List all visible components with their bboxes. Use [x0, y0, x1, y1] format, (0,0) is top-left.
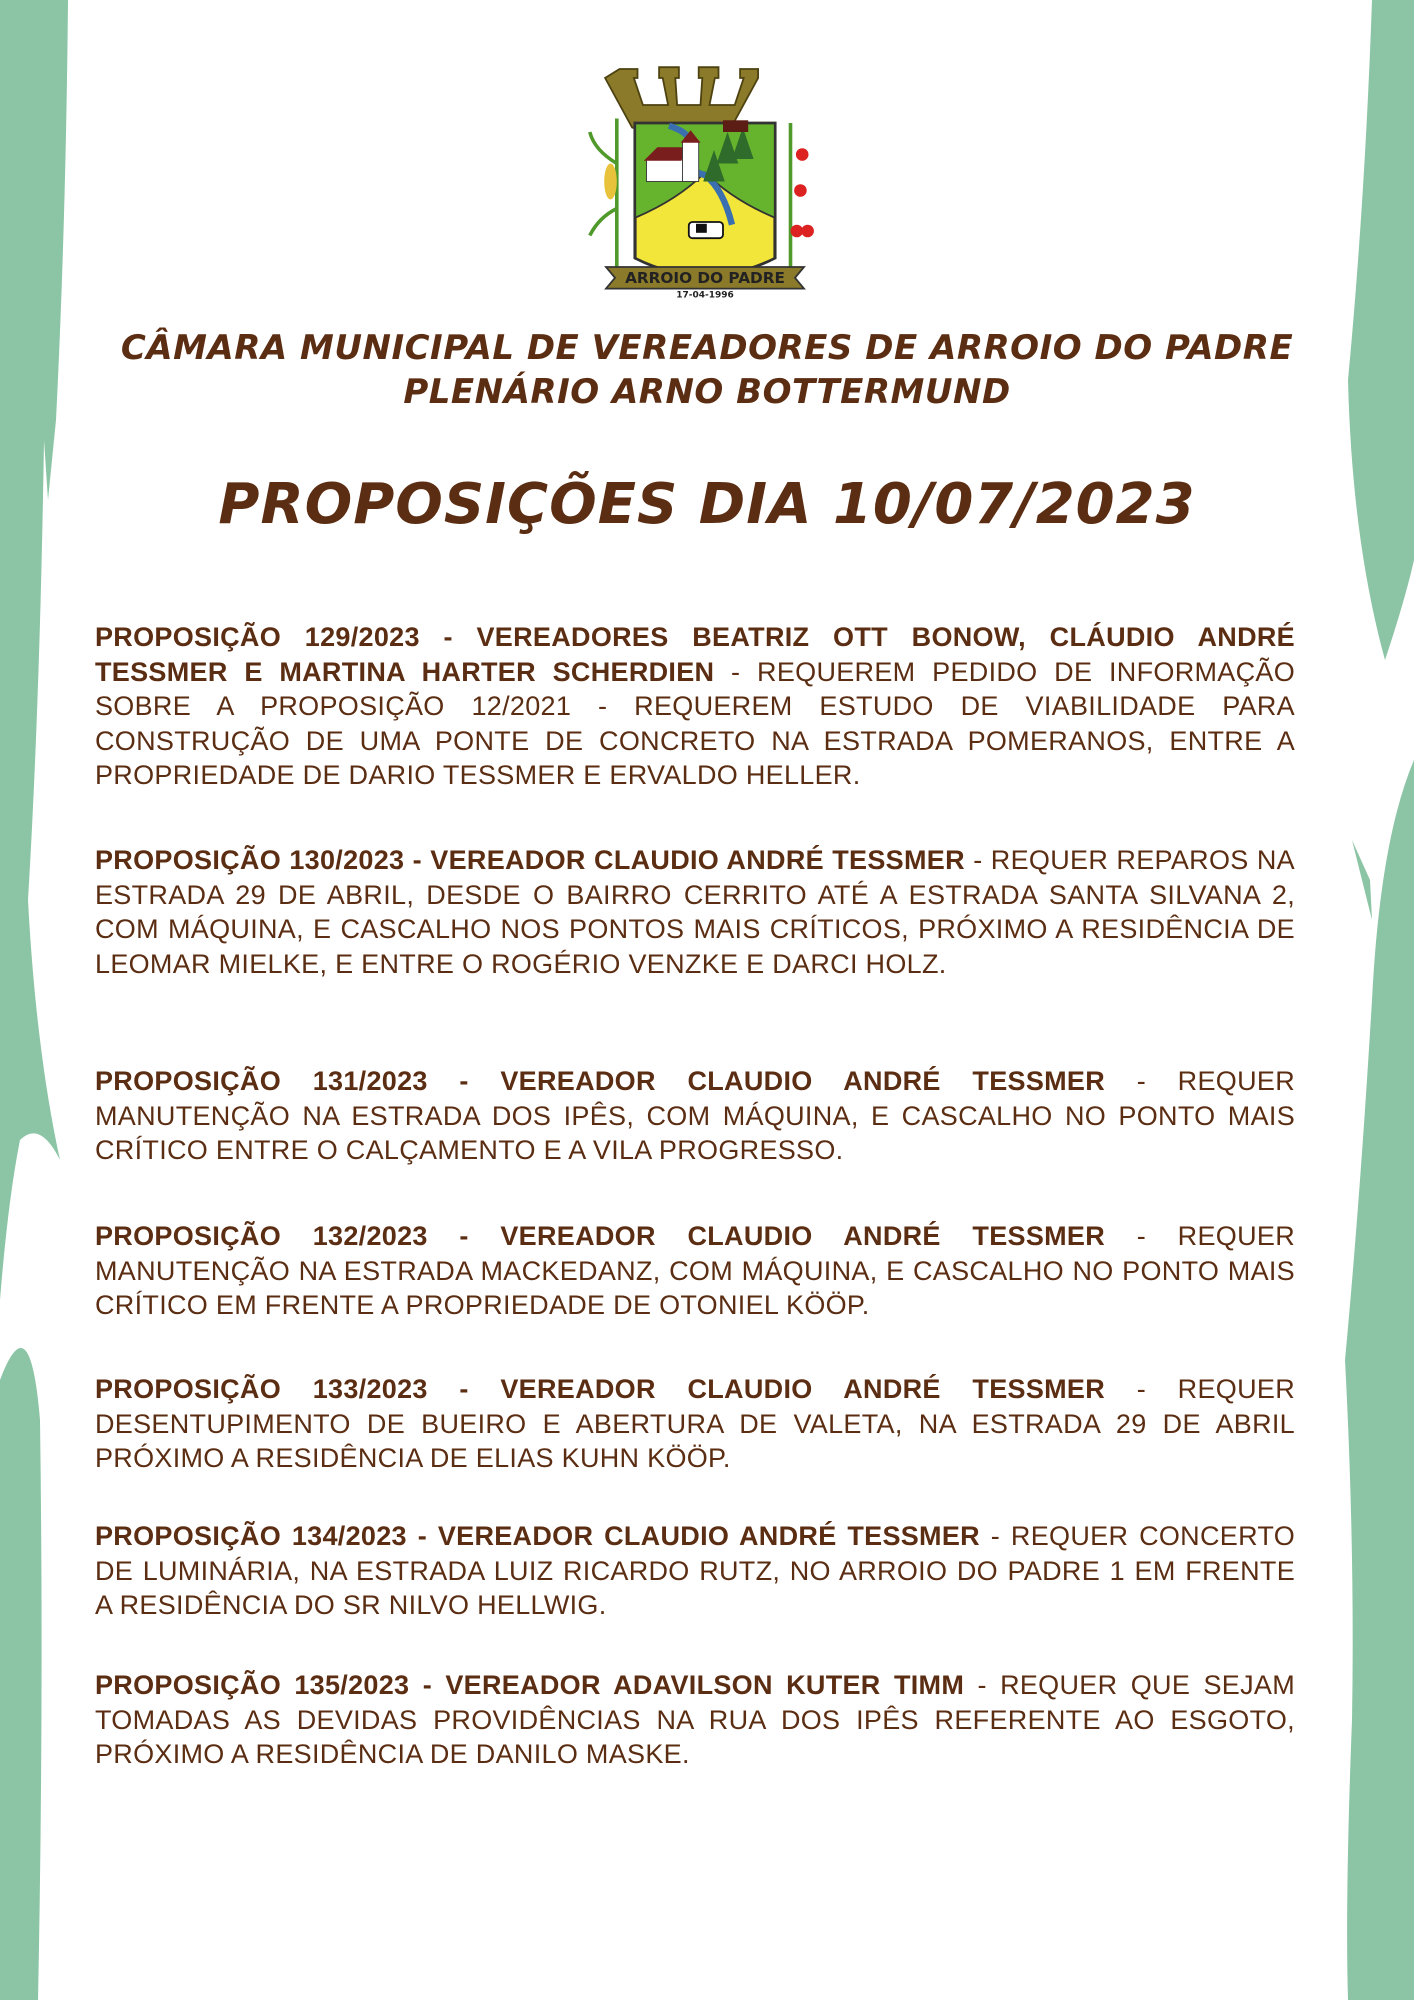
proposition-item	[95, 1668, 1295, 1772]
plenary-name-heading: PLENÁRIO ARNO BOTTERMUND	[403, 372, 1011, 412]
proposition-heading: PROPOSIÇÃO 129/2023 - VEREADORES BEATRIZ OTT BONOW, CLÁUDIO ANDRÉ TESSMER E MARTINA HARTER SCHERDIEN	[95, 622, 1295, 687]
cow-icon	[689, 222, 723, 238]
council-name-heading: CÂMARA MUNICIPAL DE VEREADORES DE ARROIO DO PADRE	[120, 328, 1294, 368]
proposition-heading: PROPOSIÇÃO 130/2023 - VEREADOR CLAUDIO ANDRÉ TESSMER	[95, 845, 965, 875]
proposition-item	[95, 620, 1295, 793]
proposition-item	[95, 1372, 1295, 1476]
left-border-lower	[0, 1348, 42, 2000]
crest-banner-text: ARROIO DO PADRE	[625, 269, 785, 288]
crest-date: 17-04-1996	[676, 290, 734, 301]
tomato-plant-icon	[791, 123, 814, 276]
proposition-text: - REQUER DESENTUPIMENTO DE BUEIRO E ABERTURA DE VALETA, NA ESTRADA 29 DE ABRIL PRÓXIMO A RESIDÊNCIA DE ELIAS KUHN KÖÖP.	[95, 1374, 1295, 1473]
proposition-text: - REQUER MANUTENÇÃO NA ESTRADA DOS IPÊS, COM MÁQUINA, E CASCALHO NO PONTO MAIS CRÍTICO ENTRE O CALÇAMENTO E A VILA PROGRESSO.	[95, 1066, 1295, 1165]
page-title: PROPOSIÇÕES DIA 10/07/2023	[218, 472, 1196, 537]
proposition-item	[95, 1519, 1295, 1623]
proposition-text: - REQUER CONCERTO DE LUMINÁRIA, NA ESTRADA LUIZ RICARDO RUTZ, NO ARROIO DO PADRE 1 EM FRENTE A RESIDÊNCIA DO SR NILVO HELLWIG.	[95, 1521, 1295, 1620]
proposition-text: - REQUER QUE SEJAM TOMADAS AS DEVIDAS PROVIDÊNCIAS NA RUA DOS IPÊS REFERENTE AO ESGOTO, PRÓXIMO A RESIDÊNCIA DE DANILO MASKE.	[95, 1670, 1295, 1769]
house-icon	[723, 120, 748, 132]
proposition-heading: PROPOSIÇÃO 132/2023 - VEREADOR CLAUDIO ANDRÉ TESSMER	[95, 1221, 1106, 1251]
municipal-coat-of-arms	[570, 40, 840, 305]
left-border-shape	[0, 0, 68, 1300]
proposition-item	[95, 1219, 1295, 1323]
corn-cob-icon	[604, 164, 617, 200]
proposition-heading: PROPOSIÇÃO 134/2023 - VEREADOR CLAUDIO ANDRÉ TESSMER	[95, 1521, 980, 1551]
proposition-text: - REQUER MANUTENÇÃO NA ESTRADA MACKEDANZ, COM MÁQUINA, E CASCALHO NO PONTO MAIS CRÍTICO EM FRENTE A PROPRIEDADE DE OTONIEL KÖÖP.	[95, 1221, 1295, 1320]
proposition-text: - REQUEREM PEDIDO DE INFORMAÇÃO SOBRE A PROPOSIÇÃO 12/2021 - REQUEREM ESTUDO DE VIABILIDADE PARA CONSTRUÇÃO DE UMA PONTE DE CONCRETO NA ESTRADA POMERANOS, ENTRE A PROPRIEDADE DE DARIO TESSMER E ERVALDO HELLER.	[95, 656, 1295, 790]
proposition-item	[95, 1064, 1295, 1168]
right-border-notch	[1352, 840, 1372, 920]
proposition-item	[95, 843, 1295, 981]
proposition-heading: PROPOSIÇÃO 135/2023 - VEREADOR ADAVILSON KUTER TIMM	[95, 1670, 965, 1700]
proposition-heading: PROPOSIÇÃO 131/2023 - VEREADOR CLAUDIO ANDRÉ TESSMER	[95, 1066, 1106, 1096]
right-border-lower	[1345, 760, 1414, 2000]
proposition-text: - REQUER REPAROS NA ESTRADA 29 DE ABRIL, DESDE O BAIRRO CERRITO ATÉ A ESTRADA SANTA SILVANA 2, COM MÁQUINA, E CASCALHO NOS PONTOS MAIS CRÍTICOS, PRÓXIMO A RESIDÊNCIA DE LEOMAR MIELKE, E ENTRE O ROGÉRIO VENZKE E DARCI HOLZ.	[95, 845, 1295, 979]
proposition-heading: PROPOSIÇÃO 133/2023 - VEREADOR CLAUDIO ANDRÉ TESSMER	[95, 1374, 1106, 1404]
